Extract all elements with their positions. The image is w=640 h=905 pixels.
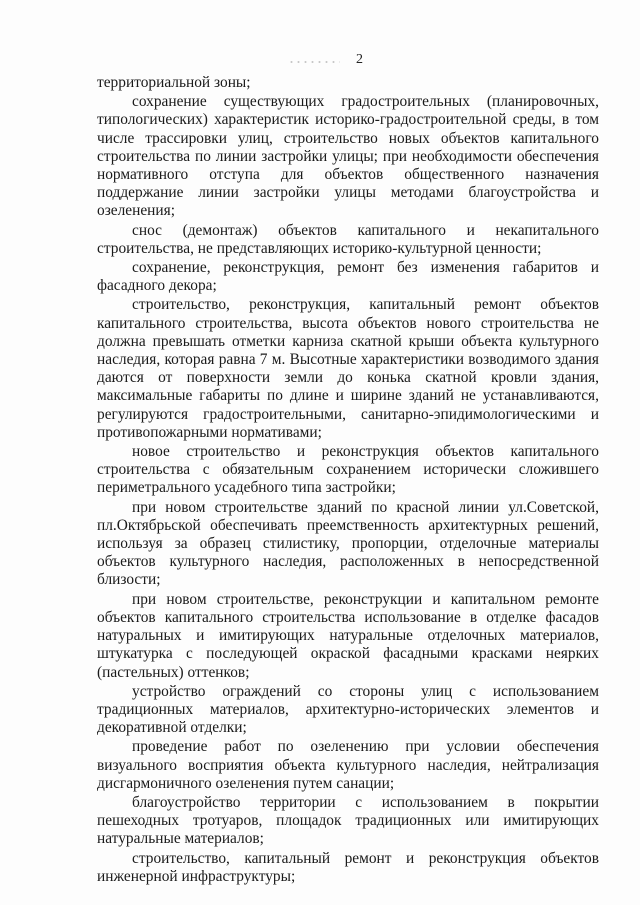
scan-artifact [288,60,340,64]
paragraph-8: при новом строительстве, реконструкции и капитальном ремонте объектов капитального строительства использование в отделке фасадов натуральных и имитирующих натуральные отделочных материалов, штукатурка с последующей окраской фасадными красками неярких (пастельных) оттенков; [97,590,599,681]
paragraph-6: новое строительство и реконструкция объектов капитального строительства с обязательным сохранением исторически сложившего периметрального усадебного типа застройки; [97,443,599,497]
paragraph-5: строительство, реконструкция, капитальный ремонт объектов капитального строительства, высота объектов нового строительства не должна превышать отметки карниза скатной крыши объекта культурного наследия, которая равна 7 м. Высотные характеристики возводимого здания даются от поверхности земли до конька скатной кровли здания, максимальные габариты по длине и ширине зданий не устанавливаются, регулируются градостроительными, санитарно-эпидимологическими и противопожарными нормативами; [97,296,599,441]
paragraph-4: сохранение, реконструкция, ремонт без изменения габаритов и фасадного декора; [97,259,599,295]
paragraph-10: проведение работ по озеленению при условии обеспечения визуального восприятия объекта культурного наследия, нейтрализация дисгармоничного озеленения путем санации; [97,738,599,792]
document-body [97,74,599,887]
page-number: 2 [356,52,363,67]
paragraph-12: строительство, капитальный ремонт и реконструкция объектов инженерной инфраструктуры; [97,849,599,885]
paragraph-11: благоустройство территории с использованием в покрытии пешеходных тротуаров, площадок традиционных или имитирующих натуральные материалов; [97,793,599,848]
paragraph-2: сохранение существующих градостроительных (планировочных, типологических) характеристик историко-градостроительной среды, в том числе трассировки улиц, строительство новых объектов капитального строительства по линии застройки улицы; при необходимости обеспечения нормативного отступа для объектов общественного назначения поддержание линии застройки улицы методами благоустройства и озеленения; [97,93,599,220]
paragraph-1: территориальной зоны; [97,74,251,91]
paragraph-9: устройство ограждений со стороны улиц с использованием традиционных материалов, архитектурно-исторических элементов и декоративной отделки; [97,682,599,737]
paragraph-3: снос (демонтаж) объектов капитального и некапитального строительства, не представляющих историко-культурной ценности; [97,221,599,257]
paragraph-7: при новом строительстве зданий по красной линии ул.Советской, пл.Октябрьской обеспечивать преемственность архитектурных решений, используя за образец стилистику, пропорции, отделочные материалы объектов культурного наследия, расположенных в непосредственной близости; [97,498,599,589]
